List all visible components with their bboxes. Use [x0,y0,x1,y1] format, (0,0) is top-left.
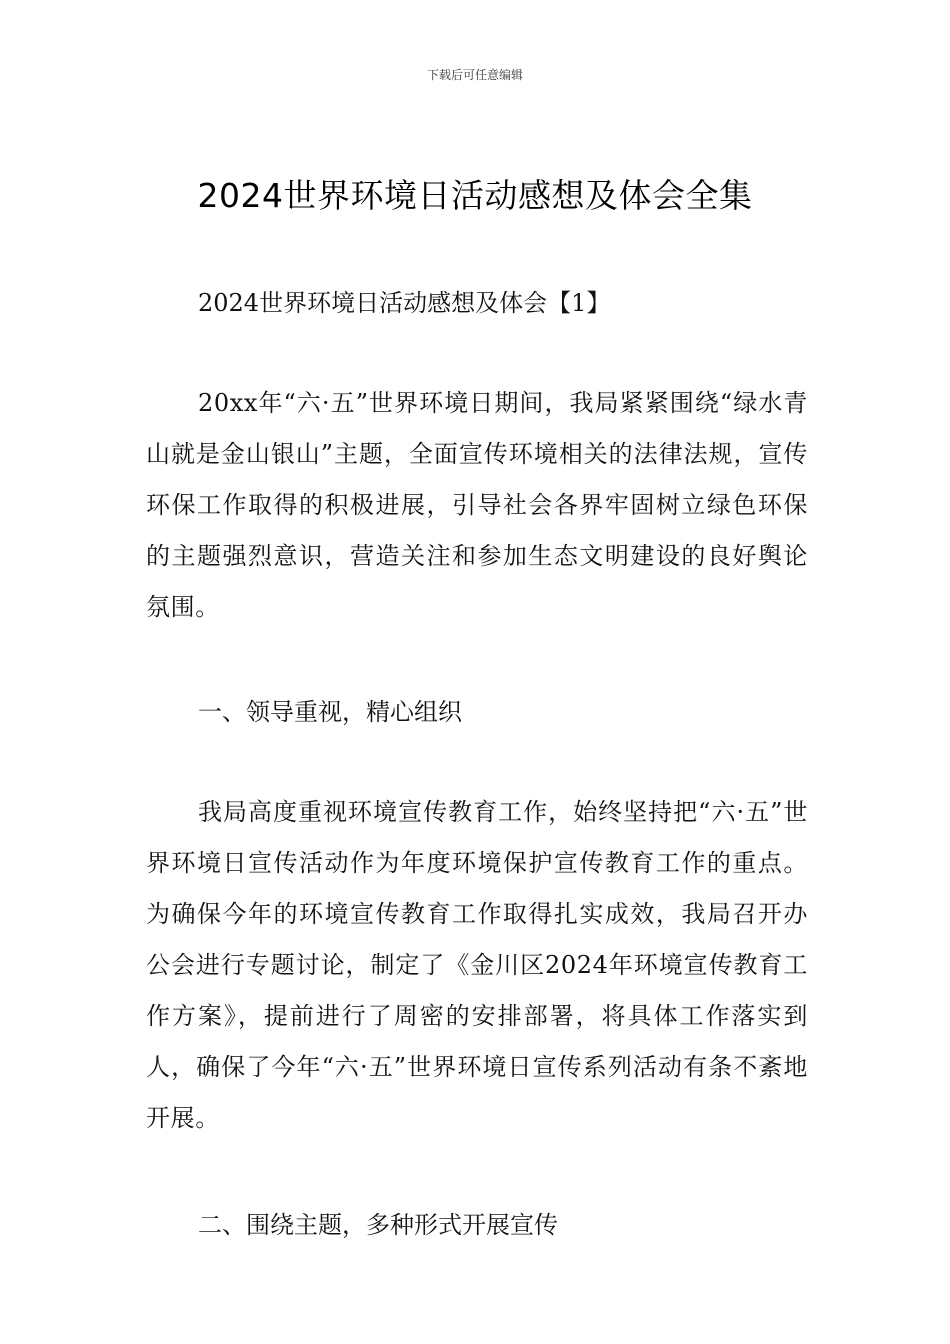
section-1-heading: 一、领导重视，精心组织 [198,698,462,726]
header-note: 下载后可任意编辑 [426,68,523,82]
paragraph-1: 20xx年“六·五”世界环境日期间，我局紧紧围绕“绿水青山就是金山银山”主题，全面宣传环境相关的法律法规，宣传环保工作取得的积极进展，引导社会各界牢固树立绿色环保的主题强烈意识，营造关注和参加生态文明建设的良好舆论氛围。 [146,389,808,621]
paragraph-2: 我局高度重视环境宣传教育工作，始终坚持把“六·五”世界环境日宣传活动作为年度环境保护宣传教育工作的重点。为确保今年的环境宣传教育工作取得扎实成效，我局召开办公会进行专题讨论，制定了《金川区2024年环境宣传教育工作方案》，提前进行了周密的安排部署，将具体工作落实到人，确保了今年“六·五”世界环境日宣传系列活动有条不紊地开展。 [146,798,808,1132]
document-body [146,280,808,1248]
document-subtitle: 2024世界环境日活动感想及体会【1】 [198,289,611,317]
document-title: 2024世界环境日活动感想及体会全集 [197,176,753,215]
section-2-heading: 二、围绕主题，多种形式开展宣传 [198,1211,558,1239]
